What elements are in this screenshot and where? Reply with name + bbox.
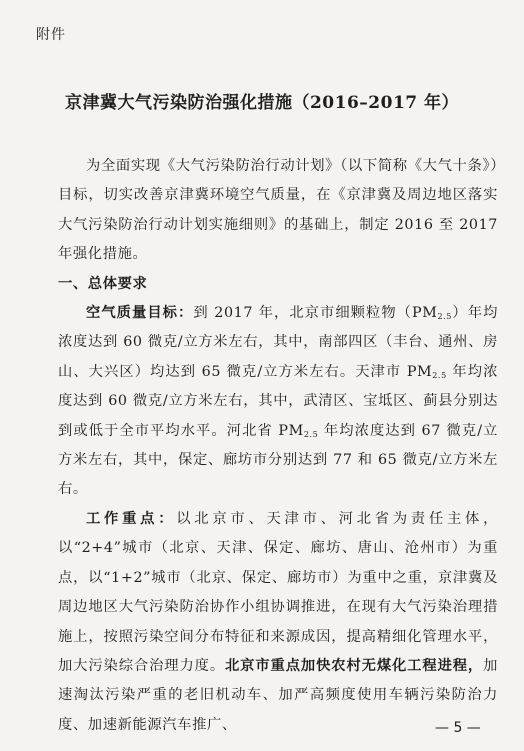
air-quality-target-paragraph [58, 299, 498, 505]
air-quality-target-label: 空气质量目标： [86, 305, 194, 322]
air-quality-text-3: 年均浓度达到 60 微克/立方米左右，其中，武清区、宝坻区、蓟县分别达到或低于全市平均水平。河北省 PM [58, 363, 498, 439]
page-number: — 5 — [435, 720, 481, 736]
air-quality-text-1: 到 2017 年，北京市细颗粒物（PM [193, 305, 438, 322]
work-focus-paragraph [58, 505, 498, 740]
document-title: 京津冀大气污染防治强化措施（2016–2017 年） [64, 93, 460, 113]
work-focus-text-1: 以北京市、天津市、河北省为责任主体，以“2+4”城市（北京、天津、保定、廊坊、唐山、沧州市）为重点，以“1+2”城市（北京、保定、廊坊市）为重中之重，京津冀及周边地区大气污染防治协作小组协调推进，在现有大气污染治理措施上，按照污染空间分布特征和来源成因，提高精细化管理水平，加大污染综合治理力度。 [58, 510, 498, 674]
work-focus-label: 工作重点： [86, 510, 177, 527]
air-quality-text-2: ）年均浓度达到 60 微克/立方米左右，其中，南部四区（丰台、通州、房山、大兴区）均达到 65 微克/立方米左右。天津市 PM [58, 305, 498, 380]
work-focus-text-2: 加速淘汰污染严重的老旧机动车、加严高频度使用车辆污染防治力度、加速新能源汽车推广、 [58, 657, 498, 733]
pm-subscript: 2.5 [432, 370, 447, 380]
beijing-focus-bold-text: 北京市重点加快农村无煤化工程进程， [225, 657, 484, 674]
document-body [58, 152, 498, 740]
intro-paragraph: 为全面实现《大气污染防治行动计划》（以下简称《大气十条》）目标，切实改善京津冀环境空气质量，在《京津冀及周边地区落实大气污染防治行动计划实施细则》的基础上，制定 2016 至 2017 年强化措施。 [58, 158, 498, 263]
section-heading-general-requirements: 一、总体要求 [58, 275, 148, 292]
attachment-label: 附件 [36, 27, 66, 43]
pm-subscript: 2.5 [303, 429, 319, 439]
pm-subscript: 2.5 [437, 312, 452, 322]
air-quality-text-4: 年均浓度达到 67 微克/立方米左右，其中，保定、廊坊市分别达到 77 和 65 微克/立方米左右。 [58, 422, 498, 498]
